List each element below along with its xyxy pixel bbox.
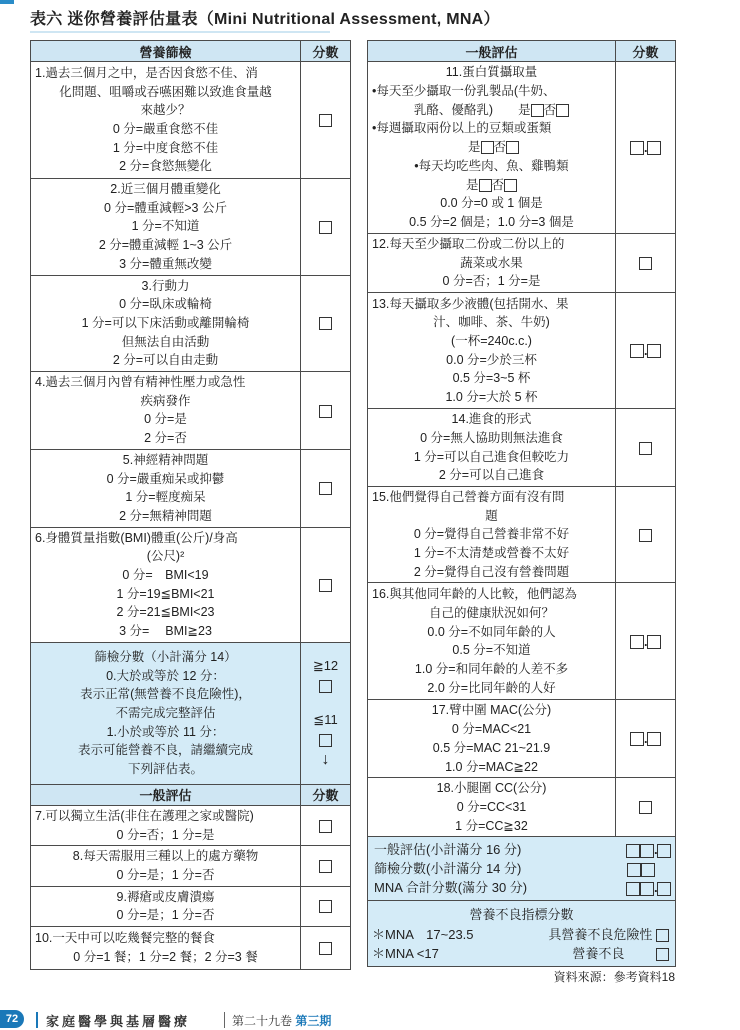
mna-total-box-3[interactable] [657,882,671,896]
question-3: 3.行動力 0 分=臥床或輪椅 1 分=可以下床活動或離開輪椅 但無法自由活動 2 分=可以自由走動 [31,275,301,372]
screening-subtotal-label: 篩檢分數(小計滿分 14 分) [374,861,522,877]
question-8: 8.每天需服用三種以上的處方藥物 0 分=是；1 分=否 [31,846,301,886]
question-row-9 [31,886,351,926]
score-box-13a[interactable] [630,344,644,358]
risk-label-1: 具營養不良危險性 [548,926,653,942]
question-12: 12.每天至少攝取二份或二份以上的 蔬菜或水果 0 分=否；1 分=是 [368,234,616,293]
mna-total-label: MNA 合計分數(滿分 30 分) [374,880,528,896]
question-row-17: 17.臂中圍 MAC(公分) 0 分=MAC<21 0.5 分=MAC 21~21.9 1.0 分=MAC≧22 . [368,700,676,778]
question-11: 11.蛋白質攝取量 •每天至少攝取一份乳製品(牛奶、 乳酪、優酪乳) 是 否 •每週攝取兩份以上的豆類或蛋類 是 否 •每天均吃些肉、魚、雞鴨類 是 否 0.0 分=0 或 1 個是 0.5 分=2 個是；1.0 分=3 個是 [368,62,616,234]
title-accent [0,0,14,4]
risk-box-2[interactable] [656,948,669,961]
score-box-5[interactable] [319,482,332,495]
question-16: 16.與其他同年齡的人比較，他們認為 自己的健康狀況如何？ 0.0 分=不如同年齡的人 0.5 分=不知道 1.0 分=和同年齡的人差不多 2.0 分=比同年齡的人好 [368,583,616,700]
score-box-4[interactable] [319,405,332,418]
question-row-4 [31,372,351,450]
score-box-18[interactable] [639,801,652,814]
footer-divider [36,1012,38,1028]
question-18: 18.小腿圍 CC(公分) 0 分=CC<31 1 分=CC≧32 [368,778,616,837]
screening-score-cell [301,642,351,784]
q11a-no-box[interactable] [556,104,569,117]
question-10: 10.一天中可以吃幾餐完整的餐食 0 分=1 餐；1 分=2 餐；2 分=3 餐 [31,927,301,970]
q11b-yes-box[interactable] [481,141,494,154]
footer-divider-2 [224,1012,225,1028]
question-row-15 [368,486,676,583]
score-box-1[interactable] [319,114,332,127]
question-row-2 [31,179,351,276]
screening-subtotal-box-1[interactable] [627,863,641,877]
question-row-16: 16.與其他同年齡的人比較，他們認為 自己的健康狀況如何？ 0.0 分=不如同年齡的人 0.5 分=不知道 1.0 分=和同年齡的人差不多 2.0 分=比同年齡的人好 . [368,583,676,700]
q11b-no-box[interactable] [506,141,519,154]
volume-info [232,1012,331,1029]
score-box-11a[interactable] [630,141,644,155]
q11c-no-box[interactable] [504,179,517,192]
score-box-15[interactable] [639,529,652,542]
screening-box-ge12[interactable] [319,680,332,693]
question-4: 4.過去三個月內曾有精神性壓力或急性 疾病發作 0 分=是 2 分=否 [31,372,301,450]
table-title: 表六 迷你營養評估量表（Mini Nutritional Assessment, MNA） [30,11,500,28]
ge12-label: ≧12 [312,658,339,674]
question-row-5 [31,449,351,527]
question-row-13: 13.每天攝取多少液體(包括開水、果 汁、咖啡、茶、牛奶) (一杯=240c.c.) 0.0 分=少於三杯 0.5 分=3~5 杯 1.0 分=大於 5 杯 . [368,293,676,409]
header-general: 一般評估 [31,784,301,805]
question-2: 2.近三個月體重變化 0 分=體重減輕>3 公斤 1 分=不知道 2 分=體重減輕 1~3 公斤 3 分=體重無改變 [31,179,301,276]
question-5: 5.神經精神問題 0 分=嚴重痴呆或抑鬱 1 分=輕度痴呆 2 分=無精神問題 [31,449,301,527]
le11-label: ≦11 [313,712,338,728]
score-box-16b[interactable] [647,635,661,649]
score-box-12[interactable] [639,257,652,270]
mna-total-box-2[interactable] [640,882,654,896]
score-box-2[interactable] [319,221,332,234]
journal-name: 家庭醫學與基層醫療 [46,1014,191,1029]
q11a-yes-box[interactable] [531,104,544,117]
page-number: 72 [0,1010,24,1028]
question-row-10 [31,927,351,970]
general-assessment-table [367,40,676,967]
screening-table [30,40,351,970]
header-screening: 營養篩檢 [31,41,301,62]
risk-title: 營養不良指標分數 [469,906,574,922]
question-row-14 [368,409,676,487]
screening-box-le11[interactable] [319,734,332,747]
general-subtotal-box-3[interactable] [657,844,671,858]
summary-cell: 一般評估(小計滿分 16 分) . 篩檢分數(小計滿分 14 分) MNA 合計分數(滿分 30 分) . [368,837,676,901]
source-note: 資料來源：參考資料18 [553,970,675,984]
question-7: 7.可以獨立生活(非住在護理之家或醫院) 0 分=否；1 分=是 [31,805,301,845]
question-row-12 [368,234,676,293]
score-box-17a[interactable] [630,732,644,746]
issue-number: 第三期 [295,1014,332,1028]
score-box-10[interactable] [319,942,332,955]
question-row-6 [31,527,351,642]
score-box-6[interactable] [319,579,332,592]
title-underline [30,31,330,33]
score-box-11b[interactable] [647,141,661,155]
question-17: 17.臂中圍 MAC(公分) 0 分=MAC<21 0.5 分=MAC 21~21.9 1.0 分=MAC≧22 [368,700,616,778]
question-row-8 [31,846,351,886]
general-subtotal-label: 一般評估(小計滿分 16 分) [374,842,522,858]
score-box-3[interactable] [319,317,332,330]
risk-box-1[interactable] [656,929,669,942]
volume-number: 第二十九卷 [232,1014,293,1028]
score-box-7[interactable] [319,820,332,833]
header-score: 分數 [301,41,351,62]
question-row-1 [31,62,351,179]
question-14: 14.進食的形式 0 分=無人協助則無法進食 1 分=可以自己進食但較吃力 2 分=可以自己進食 [368,409,616,487]
question-row-3 [31,275,351,372]
risk-score-2: ＊MNA <17 [372,945,439,961]
score-box-9[interactable] [319,900,332,913]
general-subtotal-box-2[interactable] [640,844,654,858]
question-15: 15.他們覺得自己營養方面有沒有問 題 0 分=覺得自己營養非常不好 1 分=不太清楚或營養不太好 2 分=覺得自己沒有營養問題 [368,486,616,583]
general-subtotal-box-1[interactable] [626,844,640,858]
screening-score-row [31,642,351,784]
score-box-16a[interactable] [630,635,644,649]
risk-label-2: 營養不良 [572,945,625,961]
question-row-11: 11.蛋白質攝取量 •每天至少攝取一份乳製品(牛奶、 乳酪、優酪乳) 是 否 •每週攝取兩份以上的豆類或蛋類 是 否 •每天均吃些肉、魚、雞鴨類 是 否 0.0 分=0 或 1 個是 0.5 分=2 個是；1.0 分=3 個是 . [368,62,676,234]
header-score-right: 分數 [616,41,676,62]
screening-score-text: 篩檢分數（小計滿分 14） 0.大於或等於 12 分： 表示正常(無營養不良危險性)， 不需完成完整評估 1.小於或等於 11 分： 表示可能營養不良，請繼續完成 下列評估表。 [31,642,301,784]
question-row-7 [31,805,351,845]
screening-subtotal-box-2[interactable] [641,863,655,877]
score-box-8[interactable] [319,860,332,873]
q11c-yes-box[interactable] [479,179,492,192]
risk-cell [368,901,676,967]
question-1: 1.過去三個月之中，是否因食慾不佳、消 化問題、咀嚼或吞嚥困難以致進食量越 來越少？ 0 分=嚴重食慾不佳 1 分=中度食慾不佳 2 分=食慾無變化 [31,62,301,179]
risk-score-1: ＊MNA 17~23.5 [372,926,474,942]
risk-row [368,901,676,967]
page-footer [0,1008,740,1029]
down-arrow-icon: ↓ [321,751,330,769]
question-9: 9.褥瘡或皮膚潰瘍 0 分=是；1 分=否 [31,886,301,926]
question-13: 13.每天攝取多少液體(包括開水、果 汁、咖啡、茶、牛奶) (一杯=240c.c.) 0.0 分=少於三杯 0.5 分=3~5 杯 1.0 分=大於 5 杯 [368,293,616,409]
summary-row [368,837,676,901]
score-box-13b[interactable] [647,344,661,358]
header-general-right: 一般評估 [368,41,616,62]
score-box-17b[interactable] [647,732,661,746]
mna-total-box-1[interactable] [626,882,640,896]
question-6: 6.身體質量指數(BMI)體重(公斤)/身高 (公尺)² 0 分= BMI<19 1 分=19≦BMI<21 2 分=21≦BMI<23 3 分= BMI≧23 [31,527,301,642]
header-score-2: 分數 [301,784,351,805]
score-box-14[interactable] [639,442,652,455]
question-row-18 [368,778,676,837]
